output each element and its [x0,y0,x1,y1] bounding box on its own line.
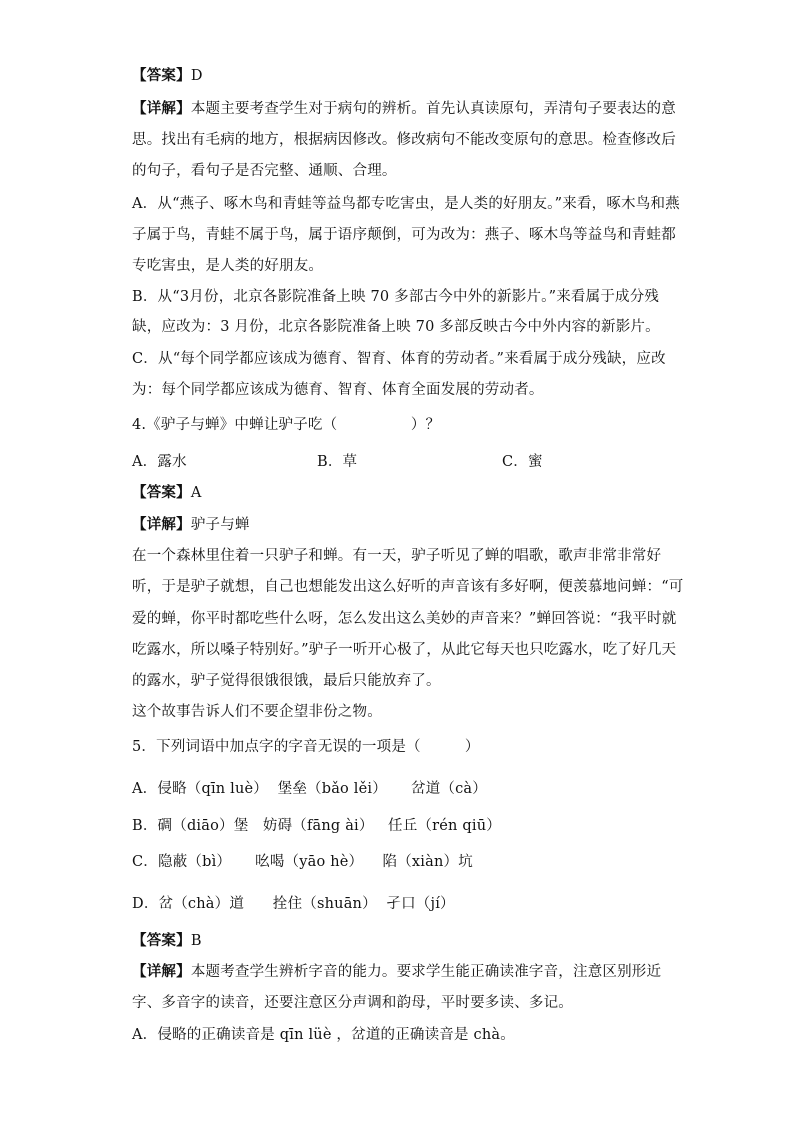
q4-question: 4.《驴子与蝉》中蝉让驴子吃（ ）？ [132,417,441,433]
detail-label: 【详解】 [132,517,191,533]
q4-answer [132,484,201,502]
answer-value: B [190,933,202,949]
q5-option-b: B．碉（diāo）堡 妨碍（fāng ài） 任丘（rén qiū） [132,818,501,834]
q5-detail-line: 字、多音字的读音，还要注意区分声调和韵母，平时要多读、多记。 [132,995,573,1011]
detail-text: 驴子与蝉 [190,517,250,533]
q4-story-line: 这个故事告诉人们不要企望非份之物。 [132,704,382,720]
q3-option-line: 子属于鸟，青蛙不属于鸟，属于语序颠倒，可为改为：燕子、啄木鸟等益鸟和青蛙都 [132,227,676,243]
q4-option-a: A．露水 [132,454,187,470]
answer-value: A [190,485,202,501]
q3-option-line: A．从“燕子、啄木鸟和青蛙等益鸟都专吃害虫，是人类的好朋友。”来看，啄木鸟和燕 [132,196,680,212]
answer-label: 【答案】 [132,485,191,501]
answer-value: D [190,68,203,84]
q4-story-line: 听，于是驴子就想，自己也想能发出这么好听的声音该有多好啊，便羡慕地问蝉：“可 [132,579,684,595]
detail-text: 本题考查学生辨析字音的能力。要求学生能正确读准字音，注意区别形近 [190,964,662,980]
q5-detail-line [132,963,661,981]
q3-detail-line: 的句子，看句子是否完整、通顺、合理。 [132,163,397,179]
q3-option-line: B．从“3月份，北京各影院准备上映 70 多部古今中外的新影片。”来看属于成分残 [132,289,660,305]
answer-label: 【答案】 [132,68,191,84]
detail-label: 【详解】 [132,101,191,117]
q4-option-b: B．草 [317,454,358,470]
q3-option-line: 专吃害虫，是人类的好朋友。 [132,258,324,274]
q5-answer [132,932,202,950]
q5-option-d: D．岔（chà）道 拴住（shuān） 孑口（jí） [132,896,455,912]
q4-option-c: C．蜜 [502,454,543,470]
q4-story-line: 在一个森林里住着一只驴子和蝉。有一天，驴子听见了蝉的唱歌，歌声非常非常好 [132,548,662,564]
detail-label: 【详解】 [132,964,191,980]
answer-label: 【答案】 [132,933,191,949]
q5-option-a: A．侵略（qīn luè） 堡垒（bǎo lěi） 岔道（cà） [132,781,487,797]
q5-option-c: C．隐蔽（bì） 吆喝（yāo hè） 陷（xiàn）坑 [132,854,473,870]
detail-text: 本题主要考查学生对于病句的辨析。首先认真读原句，弄清句子要表达的意 [190,101,676,117]
q4-detail-title [132,516,250,534]
q3-option-line: 为：每个同学都应该成为德育、智育、体育全面发展的劳动者。 [132,382,544,398]
q4-story-line: 吃露水，所以嗓子特别好。”驴子一听开心极了，从此它每天也只吃露水，吃了好几天 [132,642,677,658]
q5-detail-line: A．侵略的正确读音是 qīn lüè ，岔道的正确读音是 chà。 [132,1027,515,1043]
q3-option-line: C．从“每个同学都应该成为德育、智育、体育的劳动者。”来看属于成分残缺，应改 [132,351,666,367]
q3-detail-line [132,100,676,118]
q3-option-line: 缺，应改为：3 月份，北京各影院准备上映 70 多部反映古今中外内容的新影片。 [132,319,660,335]
q5-question: 5．下列词语中加点字的字音无误的一项是（ ） [132,739,480,755]
q4-story-line: 的露水，驴子觉得很饿很饿，最后只能放弃了。 [132,673,441,689]
q3-detail-line: 思。找出有毛病的地方，根据病因修改。修改病句不能改变原句的意思。检查修改后 [132,132,676,148]
q4-story-line: 爱的蝉，你平时都吃些什么呀，怎么发出这么美妙的声音来？”蝉回答说：“我平时就 [132,611,677,627]
q3-answer [132,67,203,85]
